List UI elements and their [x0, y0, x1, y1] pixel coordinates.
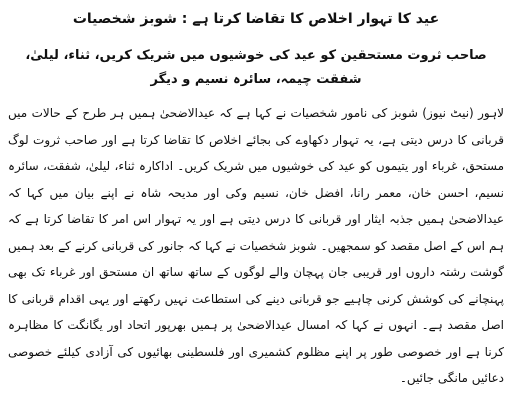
article-subheadline: صاحب ثروت مستحقین کو عید کی خوشیوں میں شریک کریں، ثناء، لیلیٰ، شفقت چیمہ، سائرہ نسیم و دیگر [25, 48, 487, 87]
article-body: لاہور (نیٹ نیوز) شوبز کی نامور شخصیات نے کہا ہے کہ عیدالاضحیٰ ہمیں ہر طرح کے حالات میں قربانی کا درس دیتی ہے، یہ تہوار دکھاوے کی بجائے اخلاص کا تقاضا کرتا ہے اور صاحب ثروت لوگ مستحق، غرباء اور یتیموں کو عید کی خوشیوں میں شریک کریں۔ اداکارہ ثناء، لیلیٰ، شفقت، سائرہ نسیم، احسن خان، معمر رانا، افضل خان، نسیم وکی اور مدیحہ شاہ نے اپنے بیان میں کہا کہ عیدالاضحیٰ ہمیں جذبہ ایثار اور قربانی کا درس دیتی ہے اور یہ تہوار اس امر کا تقاضا کرتا ہے کہ ہم اس کے اصل مقصد کو سمجھیں۔ شوبز شخصیات نے کہا کہ جانور کی قربانی کرنے کے بعد ہمیں گوشت رشتہ داروں اور قریبی جان پہچان والے لوگوں کے ساتھ ساتھ ان مستحق اور غرباء تک بھی پہنچانے کی کوشش کرنی چاہیے جو قربانی دینے کی استطاعت نہیں رکھتے اور یہی اقدام قربانی کا اصل مقصد ہے۔ انہوں نے کہا کہ امسال عیدالاضحیٰ پر ہمیں بھرپور اتحاد اور یگانگت کا مظاہرہ کرنا ہے اور خصوصی طور پر اپنے مظلوم کشمیری اور فلسطینی بھائیوں کی آزادی کیلئے خصوصی دعائیں مانگی جائیں۔ [8, 106, 504, 385]
article-headline: عید کا تہوار اخلاص کا تقاضا کرتا ہے : شوبز شخصیات [72, 11, 440, 27]
